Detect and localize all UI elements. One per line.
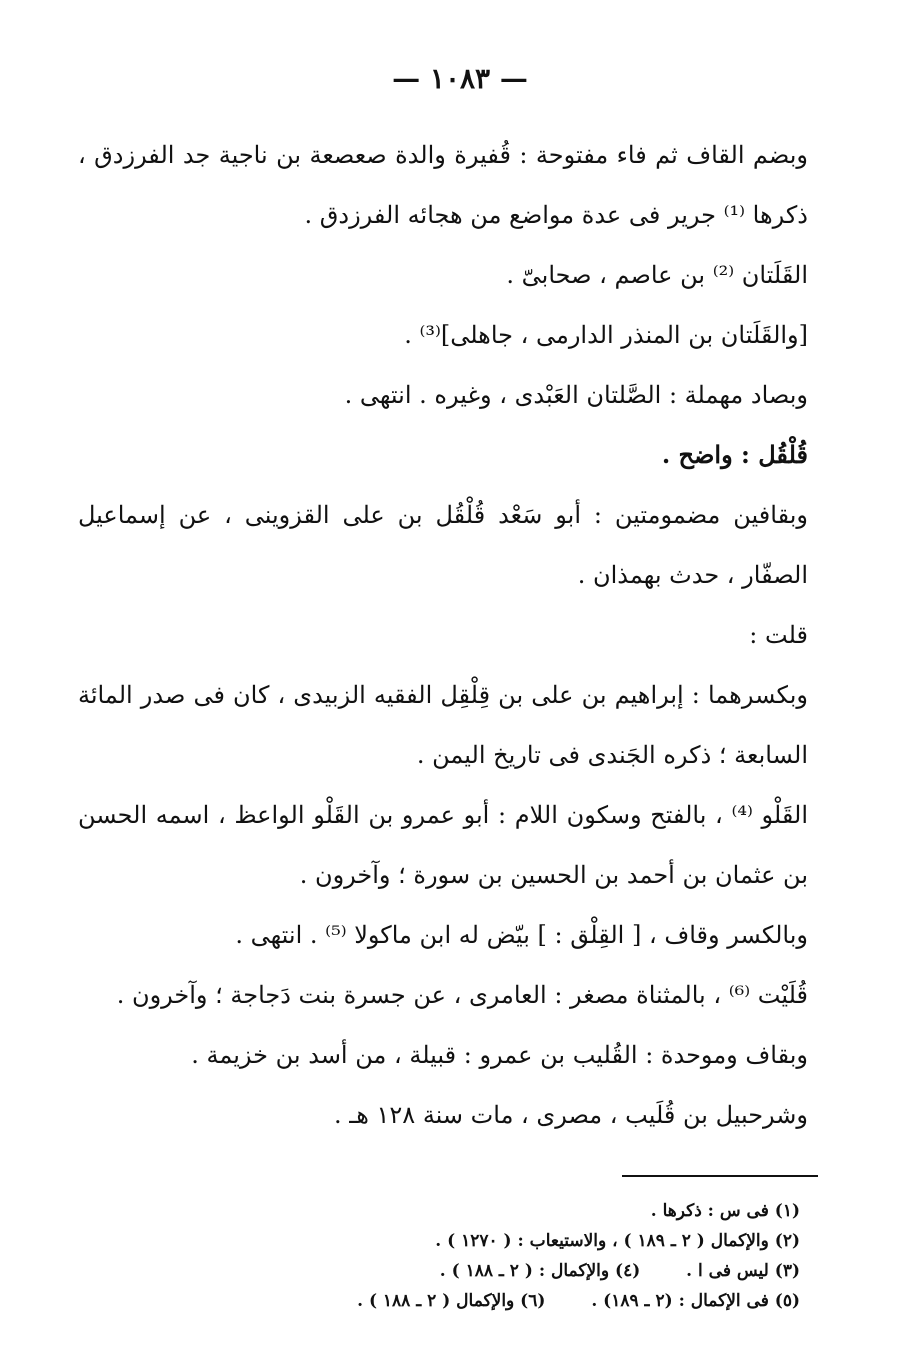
paragraph: وبقافين مضمومتين : أبو سَعْد قُلْقُل بن على القزوينى ، عن إسماعيل الصفّار ، حدث بهمذان . (78, 501, 808, 589)
paragraph: القَلَتان ⁽²⁾ بن عاصم ، صحابىّ . (506, 261, 808, 289)
footnote-row (260, 1226, 800, 1256)
footnote: (٥) فى الإكمال : (٢ ـ ١٨٩) . (591, 1291, 800, 1311)
paragraph: وشرحبيل بن قُلَيب ، مصرى ، مات سنة ١٢٨ هـ . (333, 1101, 808, 1129)
paragraph: وبصاد مهملة : الصَّلتان العَبْدى ، وغيره . انتهى . (344, 381, 808, 409)
paragraph: قُلَيْت ⁽⁶⁾ ، بالمثناة مصغر : العامرى ، عن جسرة بنت دَجاجة ؛ وآخرون . (116, 981, 808, 1009)
footnote-row (260, 1286, 800, 1316)
paragraph: القَلْو ⁽⁴⁾ ، بالفتح وسكون اللام : أبو عمرو بن القَلْو الواعظ ، اسمه الحسن بن عثمان بن أحمد بن الحسين بن سورة ؛ وآخرون . (78, 801, 808, 889)
paragraph: وبالكسر وقاف ، [ القِلْق : ] بيّض له ابن ماكولا ⁽⁵⁾ . انتهى . (235, 921, 808, 949)
footnote-row (260, 1196, 800, 1226)
footnote: (٣) ليس فى ا . (686, 1261, 800, 1281)
footnote-row (260, 1256, 800, 1286)
main-text (78, 125, 808, 1145)
footnote: (٢) والإكمال ( ٢ ـ ١٨٩ ) ، والاستيعاب : ( ١٢٧٠ ) . (435, 1231, 800, 1251)
footnote-divider (622, 1175, 818, 1177)
paragraph: قلت : (749, 621, 808, 649)
footnotes (260, 1196, 800, 1316)
paragraph: [والقَلَتان بن المنذر الدارمى ، جاهلى]⁽³⁾ . (404, 321, 808, 349)
footnote: (١) فى س : ذكرها . (650, 1201, 800, 1221)
paragraph: وبقاف وموحدة : القُليب بن عمرو : قبيلة ، من أسد بن خزيمة . (191, 1041, 808, 1069)
footnote: (٦) والإكمال ( ٢ ـ ١٨٨ ) . (357, 1291, 546, 1311)
paragraph: وبضم القاف ثم فاء مفتوحة : قُفيرة والدة صعصعة بن ناجية جد الفرزدق ، ذكرها ⁽¹⁾ جرير فى عدة مواضع من هجائه الفرزدق . (78, 141, 808, 229)
footnote: (٤) والإكمال : ( ٢ ـ ١٨٨ ) . (439, 1261, 641, 1281)
paragraph: وبكسرهما : إبراهيم بن على بن قِلْقِل الفقيه الزبيدى ، كان فى صدر المائة السابعة ؛ ذكره الجَندى فى تاريخ اليمن . (78, 681, 808, 769)
entry-heading: قُلْقُل : واضح . (661, 440, 808, 469)
page-number: — ١٠٨٣ — (392, 62, 528, 95)
